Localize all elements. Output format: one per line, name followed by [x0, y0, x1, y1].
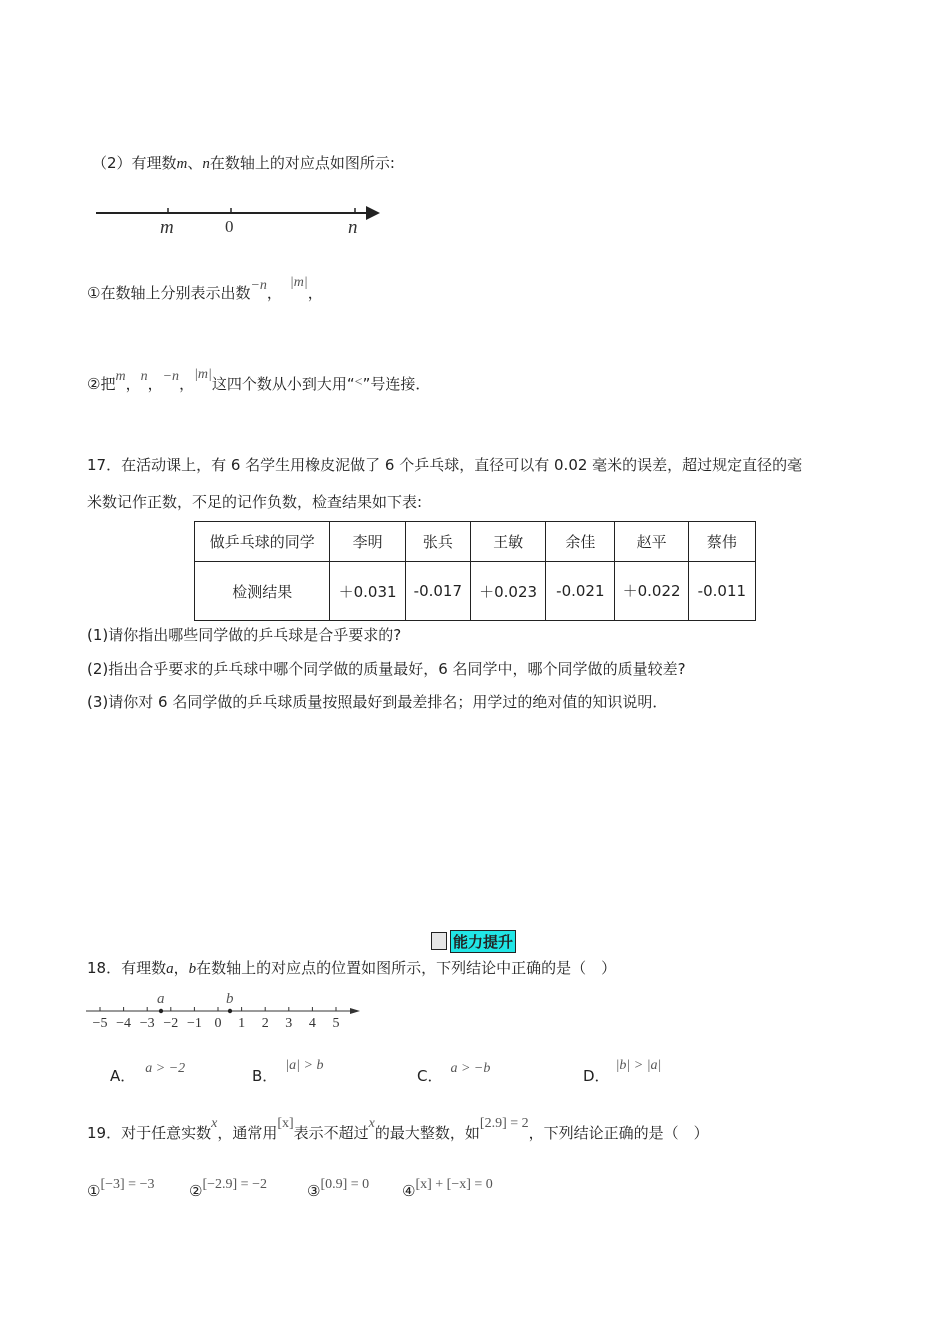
- q19-item-4: ④[x] + [−x] = 0: [402, 1177, 493, 1200]
- number-line-mn: [90, 200, 390, 240]
- table-header-cell: 李明: [330, 522, 405, 562]
- section-badge: [431, 931, 516, 951]
- axis-tick-label: 0: [214, 1016, 222, 1031]
- q18-stem: 18．有理数a，b在数轴上的对应点的位置如图所示，下列结论中正确的是（ ）: [87, 959, 617, 977]
- axis-tick-label: −5: [92, 1016, 108, 1031]
- q16-item1: ①在数轴上分别表示出数−n，|m|，: [87, 275, 323, 302]
- axis-tick-label: 3: [285, 1016, 293, 1031]
- table-row: [195, 562, 756, 621]
- q18-option-c[interactable]: C． a > −b: [417, 1061, 491, 1085]
- q17-line1: 17．在活动课上，有 6 名学生用橡皮泥做了 6 个乒乓球，直径可以有 0.02 毫米的误差，超过规定直径的毫: [87, 456, 803, 474]
- table-cell: 检测结果: [195, 562, 330, 621]
- q17-sub1: (1)请你指出哪些同学做的乒乓球是合乎要求的?: [87, 626, 402, 644]
- results-table: [194, 521, 756, 621]
- axis-tick-label: −2: [163, 1016, 179, 1031]
- table-cell: ＋0.023: [470, 562, 545, 621]
- label-zero: 0: [225, 217, 234, 236]
- label-m: m: [160, 217, 174, 238]
- table-cell: -0.011: [688, 562, 755, 621]
- point-b-label: b: [226, 991, 234, 1007]
- q16-item2: ②把m，n，−n，|m|这四个数从小到大用“<”号连接．: [87, 367, 431, 393]
- q16-intro: （2）有理数m、n在数轴上的对应点如图所示:: [92, 154, 395, 172]
- point-a-label: a: [157, 991, 165, 1007]
- axis-arrow: [350, 1008, 360, 1014]
- label-n: n: [348, 217, 358, 238]
- table-header-row: [195, 522, 756, 562]
- axis-tick-label: 5: [332, 1016, 340, 1031]
- axis-tick-label: 2: [261, 1016, 269, 1031]
- q18-option-b[interactable]: B．|a| > b: [252, 1058, 324, 1085]
- axis-arrow: [366, 206, 380, 220]
- table-header-cell: 王敏: [470, 522, 545, 562]
- axis-tick-label: −1: [186, 1016, 202, 1031]
- point-a-dot: [159, 1009, 163, 1013]
- q18-option-d[interactable]: D．|b| > |a|: [583, 1058, 662, 1085]
- badge-box: [431, 932, 447, 950]
- q17-sub2: (2)指出合乎要求的乒乓球中哪个同学做的质量最好，6 名同学中，哪个同学做的质量较差?: [87, 660, 686, 678]
- axis-tick-label: 1: [238, 1016, 246, 1031]
- table-cell: ＋0.022: [615, 562, 688, 621]
- axis-tick-label: 4: [308, 1016, 316, 1031]
- q19-stem: 19．对于任意实数x，通常用[x]表示不超过x的最大整数，如[2.9] = 2，下列结论正确的是（ ）: [87, 1116, 709, 1142]
- q19-item-2: ②[−2.9] = −2: [189, 1177, 267, 1200]
- q19-item-3: ③[0.9] = 0: [307, 1177, 370, 1200]
- q17-line2: 米数记作正数，不足的记作负数，检查结果如下表:: [87, 493, 423, 511]
- table-header-cell: 张兵: [405, 522, 470, 562]
- q19-item-1: ①[−3] = −3: [87, 1177, 155, 1200]
- table-cell: -0.017: [405, 562, 470, 621]
- table-header-cell: 赵平: [615, 522, 688, 562]
- table-cell: ＋0.031: [330, 562, 405, 621]
- point-b-dot: [228, 1009, 232, 1013]
- table-cell: -0.021: [546, 562, 615, 621]
- axis-tick-label: −3: [139, 1016, 155, 1031]
- number-line-ab: [84, 988, 364, 1034]
- section-title: 能力提升: [450, 930, 516, 953]
- q17-sub3: (3)请你对 6 名同学做的乒乓球质量按照最好到最差排名；用学过的绝对值的知识说明．: [87, 693, 668, 711]
- table-header-cell: 余佳: [546, 522, 615, 562]
- table-header-cell: 蔡伟: [688, 522, 755, 562]
- axis-tick-label: −4: [116, 1016, 132, 1031]
- q18-option-a[interactable]: A． a > −2: [110, 1061, 186, 1085]
- table-header-cell: 做乒乓球的同学: [195, 522, 330, 562]
